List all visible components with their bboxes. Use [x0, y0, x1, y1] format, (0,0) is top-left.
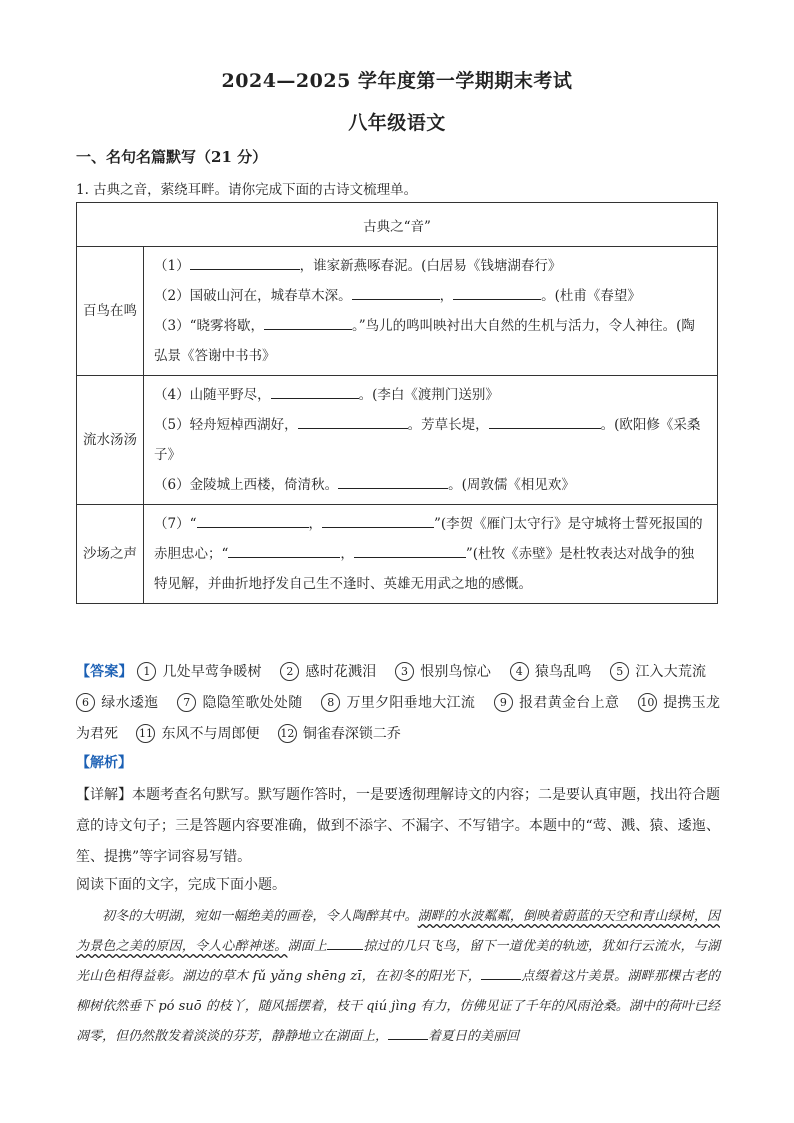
- item-text: 。(李白《渡荆门送别》: [358, 387, 499, 403]
- poem-item: [154, 251, 707, 281]
- answer-number: 8: [321, 693, 340, 712]
- category-cell: 百鸟在鸣: [77, 247, 144, 376]
- poem-item: [154, 380, 707, 410]
- passage-text: 掠过的几只飞鸟，留下一道优美的轨迹，犹如行云流水，与湖光山色相得益彰。湖边的草木 fǔ yǎng shēng zī，在初冬的阳光下，: [76, 939, 720, 984]
- answer-text: 报君黄金台上意: [518, 695, 620, 711]
- answer-item: [494, 695, 619, 711]
- table-row: [77, 247, 718, 376]
- answer-item: [280, 664, 376, 680]
- item-text: ，: [439, 288, 454, 304]
- answer-text: 隐隐笙歌处处随: [202, 695, 303, 711]
- answer-blank[interactable]: [388, 1025, 428, 1040]
- poem-item: [154, 281, 707, 311]
- answer-label: 【答案】: [76, 664, 133, 680]
- answer-item: [136, 726, 259, 742]
- section-heading: 一、名句名篇默写（21 分）: [76, 148, 268, 166]
- answer-text: 几处早莺争暖树: [162, 664, 262, 680]
- reading-passage: [76, 902, 720, 1052]
- question-intro: 1. 古典之音，萦绕耳畔。请你完成下面的古诗文梳理单。: [76, 182, 418, 198]
- poem-item: [154, 470, 707, 500]
- passage-text: 点缀着这片美景。湖畔那棵古老的柳树依然垂下 pó suō 的枝丫，随风摇摆着，枝干 qiú jìng 有力，仿佛见证了千年的风雨沧桑。湖中的荷叶已经凋零，但仍然散发着淡淡的芬芳，静静地立在湖面上，: [76, 969, 720, 1044]
- answer-number: 2: [280, 662, 299, 681]
- answer-number: 1: [137, 662, 156, 681]
- detail-text: 本题考查名句默写。默写题作答时，一是要透彻理解诗文的内容；二是要认真审题，找出符合题意的诗文句子；三是答题内容要准确，做到不添字、不漏字、不写错字。本题中的“莺、溅、猿、逶迤、笙、提携”等字词容易写错。: [76, 787, 720, 865]
- analysis-label: 【解析】: [76, 755, 132, 771]
- answer-text: 东风不与周郎便: [161, 726, 260, 742]
- answer-item: [137, 664, 261, 680]
- item-text: （4）山随平野尽，: [154, 387, 271, 403]
- answer-text: 江入大荒流: [635, 664, 707, 680]
- answer-item: [177, 695, 302, 711]
- answer-number: 10: [638, 693, 657, 712]
- exam-title: 2024—2025 学年度第一学期期末考试: [221, 70, 573, 92]
- answer-block: [76, 657, 720, 750]
- item-text: ”(李贺《雁门太守行》是守城将士誓死报国的赤胆忠心；“: [154, 516, 703, 562]
- answer-item: [395, 664, 491, 680]
- reading-intro: 阅读下面的文字，完成下面小题。: [76, 877, 286, 893]
- answer-number: 9: [494, 693, 513, 712]
- answer-blank[interactable]: [298, 414, 408, 429]
- answer-blank[interactable]: [327, 935, 363, 950]
- answer-blank[interactable]: [352, 285, 440, 300]
- poem-item: [154, 410, 707, 470]
- answer-blank[interactable]: [354, 543, 466, 558]
- answer-blank[interactable]: [197, 513, 309, 528]
- item-text: ”(杜牧《赤壁》是杜牧表达对战争的独特见解，并曲折地抒发自己生不逢时、英雄无用武之地的感慨。: [154, 546, 695, 592]
- answer-text: 感时花溅泪: [305, 664, 377, 680]
- answer-item: [610, 664, 706, 680]
- answer-blank[interactable]: [338, 474, 448, 489]
- answer-blank[interactable]: [322, 513, 434, 528]
- answer-number: 11: [136, 724, 155, 743]
- passage-text: 初冬的大明湖，宛如一幅绝美的画卷，令人陶醉其中。: [102, 909, 418, 924]
- items-cell: [144, 247, 718, 376]
- answer-number: 12: [278, 724, 297, 743]
- answer-text: 万里夕阳垂地大江流: [346, 695, 476, 711]
- answer-number: 4: [510, 662, 529, 681]
- answer-text: 恨别鸟惊心: [420, 664, 492, 680]
- item-text: （7）“: [154, 516, 197, 532]
- answer-number: 6: [76, 693, 95, 712]
- answer-number: 7: [177, 693, 196, 712]
- items-cell: [144, 376, 718, 505]
- answer-text: 绿水逶迤: [101, 695, 159, 711]
- answer-item: [278, 726, 401, 742]
- passage-text: 着夏日的美丽回: [428, 1029, 520, 1044]
- answer-blank[interactable]: [271, 384, 359, 399]
- answer-item: [321, 695, 475, 711]
- answer-blank[interactable]: [264, 315, 352, 330]
- answer-text: 猿鸟乱鸣: [534, 664, 592, 680]
- answer-text: 铜雀春深锁二乔: [302, 726, 401, 742]
- answer-number: 5: [610, 662, 629, 681]
- table-header: 古典之“音”: [77, 203, 718, 247]
- poem-item: [154, 311, 707, 371]
- item-text: 。”鸟儿的鸣叫映衬出大自然的生机与活力，令人神往。(陶弘景《答谢中书书》: [154, 318, 695, 364]
- answer-blank[interactable]: [453, 285, 541, 300]
- items-cell: [144, 505, 718, 604]
- item-text: 。(周敦儒《相见欢》: [448, 477, 575, 493]
- detail-paragraph: [76, 780, 720, 873]
- answer-text: 提携玉龙为君死: [76, 695, 721, 742]
- poem-item: [154, 509, 707, 599]
- item-text: （2）国破山河在，城春草木深。: [154, 288, 352, 304]
- answer-blank[interactable]: [190, 255, 300, 270]
- item-text: （3）“晓雾将歇，: [154, 318, 264, 334]
- answer-number: 3: [395, 662, 414, 681]
- passage-text: 湖面上: [287, 939, 328, 954]
- wavy-underlined-sentence: 湖畔的水波粼粼，倒映着蔚蓝的天空和青山绿树，因为景色之美的原因，令人心醉神迷。: [76, 909, 720, 954]
- poetry-table: [76, 202, 718, 604]
- answer-blank[interactable]: [228, 543, 340, 558]
- detail-label: 【详解】: [76, 787, 132, 803]
- item-text: （5）轻舟短棹西湖好，: [154, 417, 298, 433]
- exam-subtitle: 八年级语文: [348, 112, 446, 134]
- category-cell: 沙场之声: [77, 505, 144, 604]
- item-text: 。(欧阳修《采桑子》: [154, 417, 701, 463]
- item-text: ，: [340, 546, 354, 562]
- item-text: 。(杜甫《春望》: [541, 288, 641, 304]
- item-text: （6）金陵城上西楼，倚清秋。: [154, 477, 339, 493]
- category-cell: 流水汤汤: [77, 376, 144, 505]
- table-row: [77, 505, 718, 604]
- item-text: ，: [308, 516, 322, 532]
- item-text: ，谁家新燕啄春泥。(白居易《钱塘湖春行》: [299, 258, 562, 274]
- answer-blank[interactable]: [489, 414, 601, 429]
- answer-item: [76, 695, 158, 711]
- item-text: 。芳草长堤，: [407, 417, 489, 433]
- item-text: （1）: [154, 258, 190, 274]
- answer-blank[interactable]: [481, 965, 521, 980]
- answer-item: [510, 664, 592, 680]
- table-row: [77, 376, 718, 505]
- table-header-row: [77, 203, 718, 247]
